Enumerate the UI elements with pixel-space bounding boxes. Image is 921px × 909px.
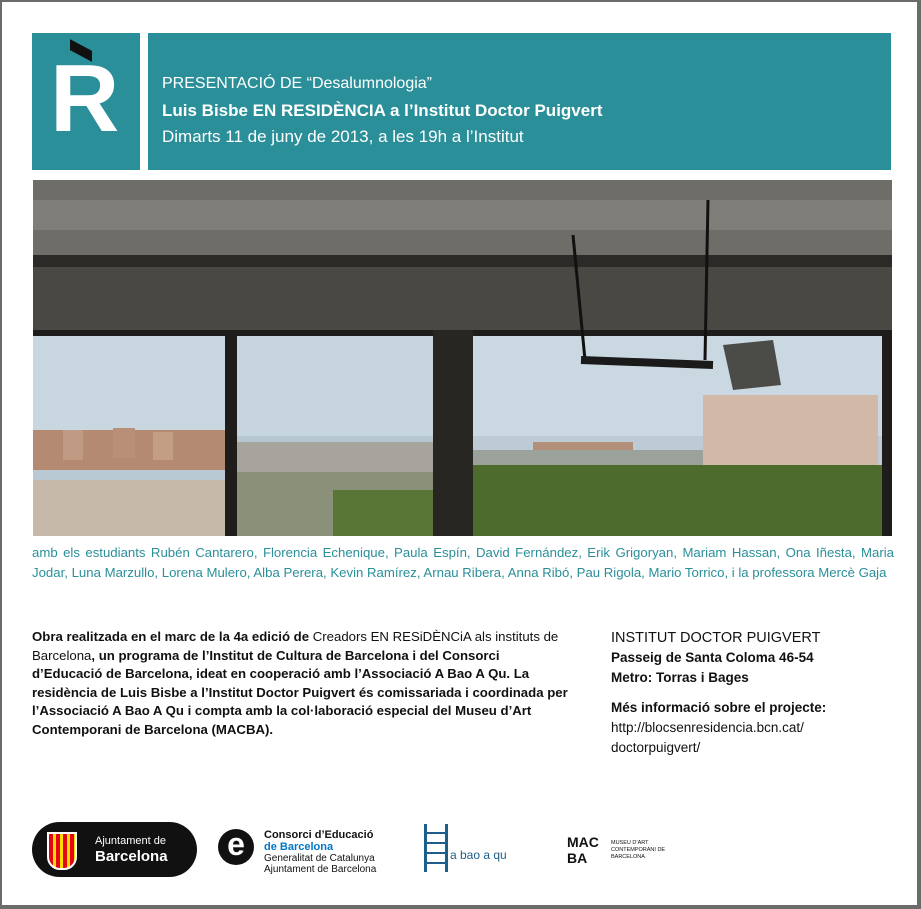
consorci-line2: de Barcelona	[264, 841, 334, 853]
project-url-line1[interactable]: http://blocsenresidencia.bcn.cat/	[611, 720, 804, 735]
photo-illustration	[33, 180, 892, 536]
title-banner	[148, 33, 891, 170]
macba-block: MAC BA	[567, 834, 599, 866]
institute-info	[611, 628, 901, 758]
ajuntament-line1: Ajuntament de	[95, 835, 166, 847]
description-paragraph	[32, 628, 572, 739]
residencia-logo	[32, 33, 140, 170]
students-credits: amb els estudiants Rubén Cantarero, Florencia Echenique, Paula Espín, David Fernández, Erik Grigoryan, Mariam Hassan, Ona Iñesta, Maria Jodar, Luna Marzullo, Lorena Mulero, Alba Perera, Kevin Ramírez, Arnau Ribera, Anna Ribó, Pau Rigola, Mario Torrico, i la professora Mercè Gaja	[32, 545, 894, 580]
metro-info: Metro: Torras i Bages	[611, 670, 749, 685]
consorci-line4: Ajuntament de Barcelona	[264, 864, 377, 875]
poster	[2, 2, 917, 905]
barcelona-crest-icon	[47, 832, 77, 870]
project-url-line2[interactable]: doctorpuigvert/	[611, 740, 701, 755]
institute-address: Passeig de Santa Coloma 46-54	[611, 650, 814, 665]
ladder-icon	[424, 824, 448, 872]
consorci-line3: Generalitat de Catalunya	[264, 853, 375, 864]
consorci-line1: Consorci d’Educació	[264, 829, 374, 841]
consorci-logo	[218, 826, 408, 879]
desc-rest: , un programa de l’Institut de Cultura de Barcelona i del Consorci d’Educació de Barcelona, ideat en cooperació amb l’Associació A Bao A Qu. La residència de Luis Bisbe a l’Institut Doctor Puigvert és comissariada i coordinada per l’Associació A Bao A Qu i compta amb la col·laboració especial del Museu d’Art Contemporani de Barcelona (MACBA).	[32, 647, 568, 737]
banner-residency: Luis Bisbe EN RESIDÈNCIA a l’Institut Doctor Puigvert	[162, 101, 603, 120]
banner-date: Dimarts 11 de juny de 2013, a les 19h a l’Institut	[162, 127, 524, 146]
macba-subtitle: MUSEU D’ART CONTEMPORANI DE BARCELONA	[611, 840, 666, 860]
ajuntament-line2: Barcelona	[95, 848, 168, 865]
logo-letter: R	[50, 45, 120, 152]
institute-name: INSTITUT DOCTOR PUIGVERT	[611, 630, 821, 646]
abaoaqu-text: a bao a qu	[450, 848, 507, 862]
program-name: Creadors EN RESiDÈNCiA als instituts de Barcelona	[32, 629, 559, 663]
banner-presentation: PRESENTACIÓ DE “Desalumnologia”	[162, 75, 433, 92]
abaoaqu-logo	[422, 824, 542, 874]
more-info-label: Més informació sobre el projecte:	[611, 700, 827, 715]
macba-logo	[567, 834, 687, 874]
consorci-e-icon: e	[218, 829, 254, 865]
desc-intro: Obra realitzada en el marc de la 4a edició de	[32, 629, 313, 644]
ajuntament-logo	[32, 822, 197, 877]
classroom-photo	[33, 180, 892, 536]
